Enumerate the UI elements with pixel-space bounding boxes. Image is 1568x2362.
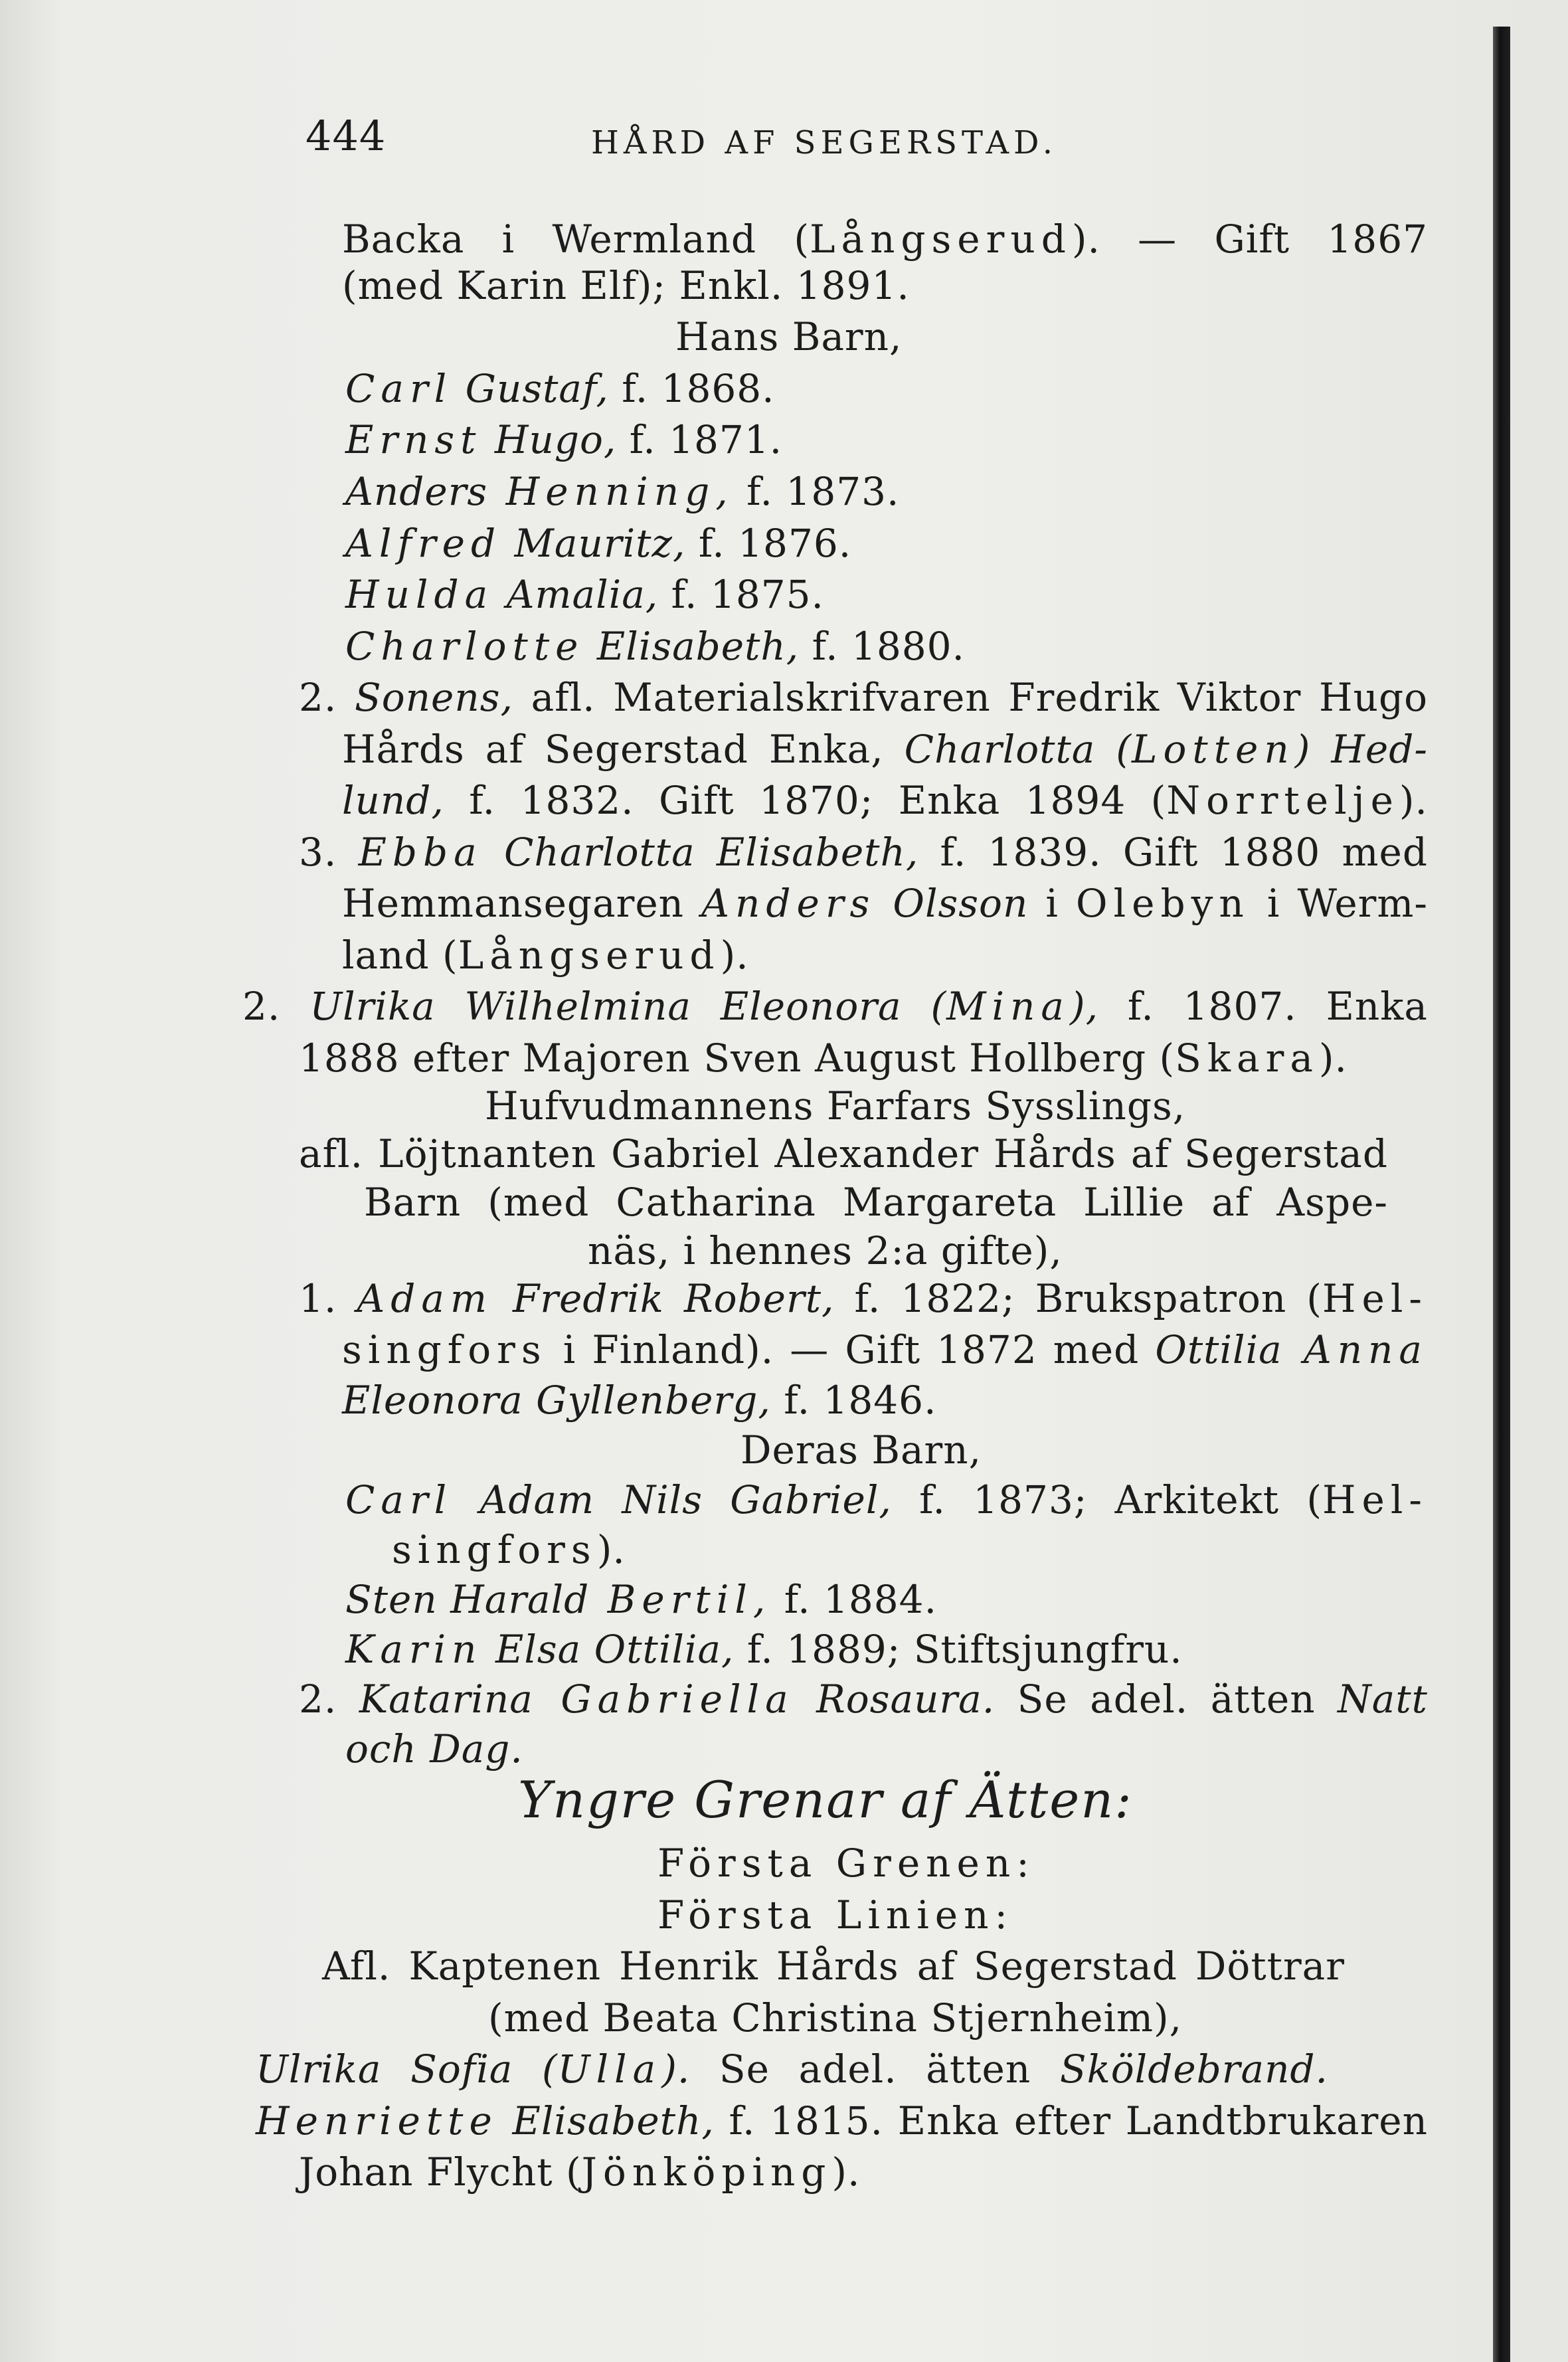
text-run: Henning, [487, 469, 734, 514]
text-run: Sofia ( [381, 2046, 558, 2092]
text-run: Lotten [1132, 727, 1295, 772]
text-run: Yngre Grenar af Ätten: [518, 1770, 1133, 1829]
text-run: Backa i Wermland ( [342, 217, 810, 262]
text-line [256, 2098, 1428, 2144]
text-run: Hans Barn, [675, 314, 903, 359]
text-line [342, 262, 910, 309]
text-run: Se adel. ätten [690, 2046, 1060, 2092]
text-run: Anders [345, 469, 488, 514]
text-run: Charlotta ( [904, 727, 1132, 772]
text-run: f. 1873; Arkitekt ( [891, 1477, 1322, 1522]
text-run: 1888 efter Majoren Sven August Hollberg ( [299, 1036, 1176, 1081]
text-run: Långserud [809, 217, 1072, 262]
text-run: Elisabeth, [497, 2098, 715, 2143]
text-run: f. 1822; Brukspatron ( [834, 1276, 1322, 1321]
text-run: Deras Barn, [740, 1427, 982, 1473]
text-line [299, 1035, 1348, 1081]
text-run: ). [1399, 778, 1428, 823]
text-line [299, 1131, 1388, 1177]
page-number: 444 [305, 112, 387, 160]
text-line [485, 1083, 1185, 1129]
text-line [299, 674, 1428, 721]
text-run: f. 1807. Enka [1098, 984, 1428, 1029]
text-run: Gustaf, [452, 366, 609, 411]
text-run: 3. [299, 830, 359, 875]
text-run: Johan Flycht ( [299, 2149, 582, 2195]
text-run: singfors [392, 1527, 597, 1572]
text-line [740, 1427, 982, 1473]
text-line [588, 1227, 1063, 1274]
text-line [256, 2046, 1328, 2092]
text-run: Adam [357, 1276, 493, 1321]
text-run: Hårds af Segerstad Enka, [342, 727, 905, 772]
text-run: i Werm- [1249, 881, 1428, 926]
text-line [345, 365, 775, 412]
text-run: näs, i hennes 2:a gifte), [588, 1228, 1063, 1273]
text-run: f. 1815. Enka efter Landtbrukaren [714, 2098, 1428, 2143]
subheading [657, 1892, 1013, 1938]
text-run: (med Karin Elf); Enkl. 1891. [342, 263, 910, 308]
page-gutter-shadow [1493, 27, 1510, 2362]
text-run: Hel- [1322, 1276, 1428, 1321]
text-run: f. 1880. [799, 624, 965, 669]
text-line [299, 2149, 861, 2195]
text-run: Alfred [345, 521, 502, 566]
text-run: f. 1839. Gift 1880 med [918, 830, 1429, 875]
text-run: Se adel. ätten [995, 1677, 1338, 1722]
text-run: Norrtelje [1166, 778, 1399, 823]
text-run: f. 1868. [608, 366, 775, 411]
text-run: Gabriella [533, 1677, 794, 1722]
text-line [342, 1326, 1428, 1373]
text-line [345, 1626, 1183, 1673]
text-run: Rosaura. [794, 1677, 996, 1722]
text-run: Hel- [1322, 1477, 1429, 1522]
text-run: Ottilia [1155, 1327, 1282, 1372]
running-head: HÅRD AF SEGERSTAD. [591, 124, 1058, 161]
text-run: f. 1884. [771, 1577, 938, 1622]
text-run: singfors [342, 1327, 547, 1372]
text-run: ), [1069, 984, 1099, 1029]
text-line [675, 314, 902, 360]
text-line [299, 1676, 1428, 1722]
text-run: Mina [946, 984, 1070, 1029]
text-run: afl. Materialskrifvaren Fredrik Viktor Hugo [513, 675, 1428, 720]
text-run: ) Hed- [1294, 727, 1428, 772]
text-line [488, 1995, 1182, 2041]
text-run: f. 1889; Stiftsjungfru. [734, 1627, 1183, 1672]
text-run: ). [596, 1527, 626, 1572]
text-run: Ulrika Wilhelmina Eleonora ( [309, 984, 947, 1029]
text-run: i [1028, 881, 1077, 926]
text-run: 2. [242, 984, 310, 1029]
text-line [345, 1726, 523, 1772]
text-run: ). [720, 933, 749, 978]
text-run: ). — Gift 1867 [1071, 217, 1428, 262]
text-run: Långserud [458, 933, 721, 978]
text-run: Adam Nils Gabriel, [452, 1477, 892, 1522]
text-run: och Dag. [345, 1726, 523, 1772]
text-line [299, 1275, 1428, 1322]
text-line [345, 468, 899, 515]
text-run: Hugo, [481, 417, 617, 462]
text-run: f. 1873. [733, 469, 900, 514]
text-run: ). [661, 2046, 691, 2092]
text-run: i Finland). — Gift 1872 med [547, 1327, 1156, 1372]
text-line [299, 829, 1428, 875]
text-run: Katarina [359, 1677, 533, 1722]
text-run: ). [1318, 1036, 1348, 1081]
text-line [342, 726, 1428, 772]
text-run: Hemmansegaren [342, 881, 702, 926]
text-run: (med Beata Christina Stjernheim), [488, 1995, 1183, 2041]
text-run: Amalia, [493, 572, 659, 617]
text-run: Anna [1282, 1327, 1428, 1372]
text-run: lund, [342, 778, 444, 823]
text-run: 2. [299, 1677, 359, 1722]
text-run: Charlotte [345, 624, 584, 669]
text-run: Sten Harald [345, 1577, 590, 1622]
text-run: Ulla [557, 2046, 662, 2092]
text-run: Carl [345, 1477, 453, 1522]
text-run: Barn (med Catharina Margareta Lillie af Aspe- [364, 1180, 1388, 1225]
text-line [345, 1477, 1428, 1523]
text-line [342, 1377, 937, 1423]
text-run: f. 1871. [616, 417, 783, 462]
text-run: Mauritz, [501, 521, 686, 566]
text-run: f. 1846. [770, 1378, 937, 1423]
text-run: Elsa Ottilia, [482, 1627, 735, 1672]
text-run: land ( [342, 933, 458, 978]
text-line [364, 1179, 1388, 1226]
text-line [345, 623, 965, 670]
text-run: Ebba [358, 830, 483, 875]
text-run: Carl [345, 366, 453, 411]
text-run: Fredrik Robert, [493, 1276, 835, 1321]
text-run: 2. [299, 675, 355, 720]
text-run: Natt [1338, 1677, 1428, 1722]
text-run: Charlotta Elisabeth, [482, 830, 919, 875]
text-run: f. 1832. Gift 1870; Enka 1894 ( [444, 778, 1167, 823]
text-run: Henriette [256, 2098, 498, 2143]
text-run: Hulda [345, 572, 494, 617]
text-run: Första Grenen: [657, 1841, 1035, 1886]
text-run: Ernst [345, 417, 482, 462]
text-run: Jönköping [581, 2149, 832, 2195]
text-run: f. 1876. [685, 521, 852, 566]
text-run: Bertil, [589, 1577, 772, 1622]
text-run: Hufvudmannens Farfars Sysslings, [485, 1083, 1186, 1129]
text-run: ). [831, 2149, 861, 2195]
text-run: 1. [299, 1276, 357, 1321]
text-run: Sonens, [355, 675, 513, 720]
text-line [342, 216, 1428, 262]
text-line [345, 571, 824, 618]
text-run: Elisabeth, [584, 624, 800, 669]
text-line [345, 1576, 937, 1623]
text-run: Karin [345, 1627, 483, 1672]
text-line [392, 1526, 626, 1573]
text-line [345, 520, 851, 567]
subheading [657, 1840, 1035, 1886]
text-run: Första Linien: [657, 1892, 1013, 1938]
text-run: Olebyn [1076, 881, 1250, 926]
text-line [342, 880, 1428, 927]
text-run: f. 1875. [658, 572, 824, 617]
text-run: Eleonora Gyllenberg, [342, 1378, 771, 1423]
text-line [322, 1943, 1345, 1989]
text-line [342, 777, 1428, 824]
text-line [342, 932, 749, 978]
text-line [242, 983, 1428, 1030]
text-line [345, 416, 782, 463]
text-run: Olsson [875, 881, 1029, 926]
text-run: Skara [1175, 1036, 1319, 1081]
text-run: Anders [701, 881, 876, 926]
text-run: afl. Löjtnanten Gabriel Alexander Hårds af Segerstad [299, 1131, 1388, 1176]
text-run: Sköldebrand. [1059, 2046, 1328, 2092]
text-run: Afl. Kaptenen Henrik Hårds af Segerstad Döttrar [322, 1944, 1345, 1989]
section-heading [518, 1770, 1133, 1829]
text-run: Ulrika [256, 2046, 382, 2092]
